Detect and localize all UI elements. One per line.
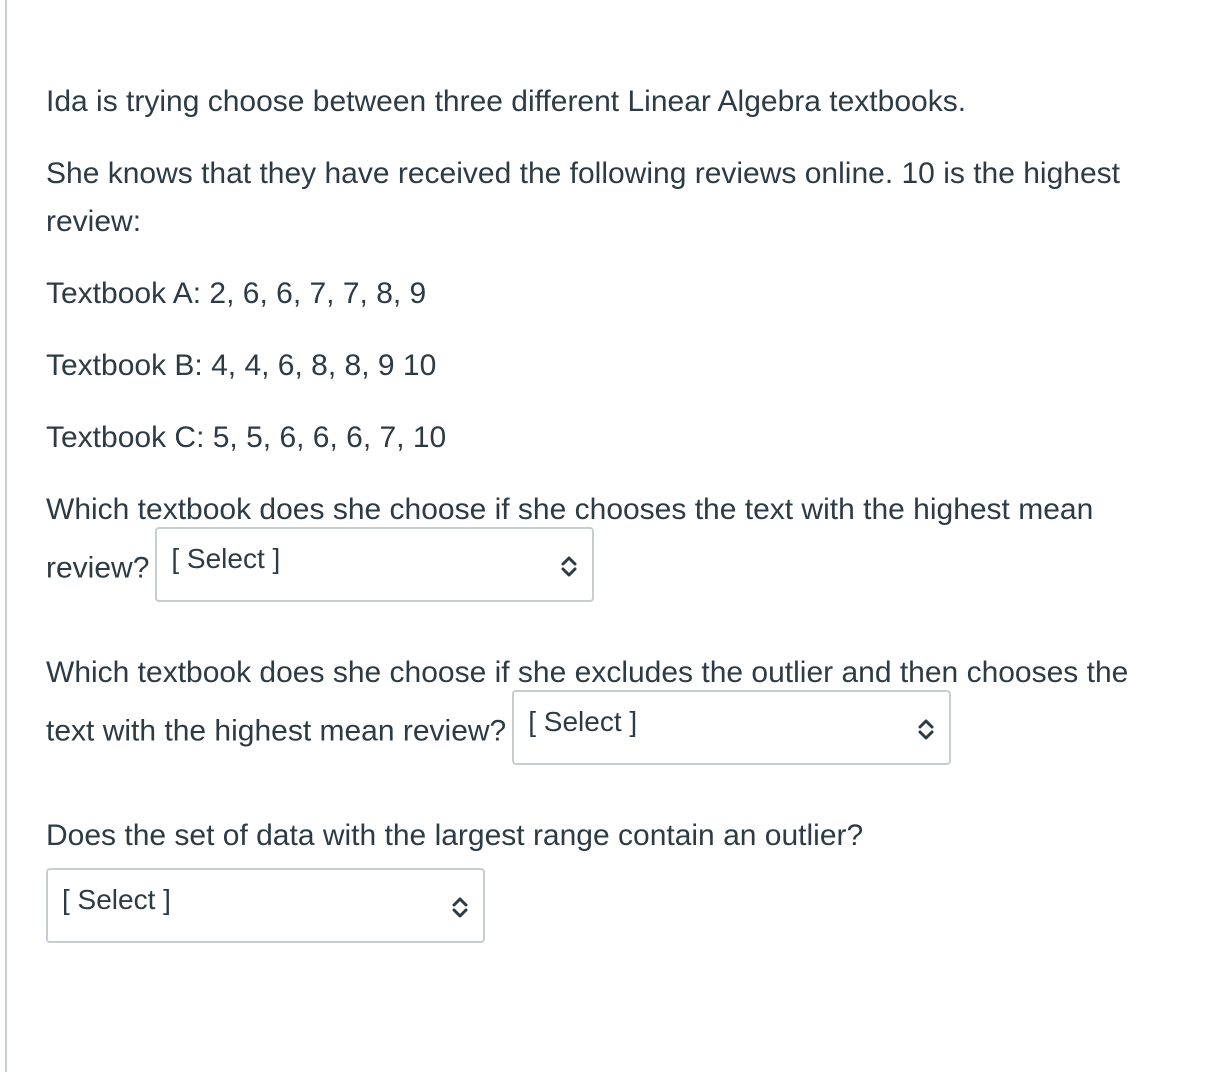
question-2-select-placeholder: [ Select ] [528, 705, 638, 737]
question-2-suffix: text with the highest mean review? [46, 714, 507, 748]
question-2-answer-line [46, 695, 1186, 770]
question-2-select[interactable] [512, 690, 951, 765]
question-1-suffix: review? [46, 551, 150, 585]
textbook-a-reviews: Textbook A: 2, 6, 6, 7, 7, 8, 9 [46, 277, 427, 310]
question-1-select[interactable] [155, 527, 594, 602]
question-3-text: Does the set of data with the largest range contain an outlier? [46, 819, 864, 852]
question-1-select-placeholder: [ Select ] [171, 542, 281, 574]
question-3 [46, 812, 1186, 943]
question-1-text: Which textbook does she choose if she chooses the text with the highest mean [46, 493, 1094, 526]
question-1-answer-line [46, 532, 1186, 607]
textbook-b-reviews: Textbook B: 4, 4, 6, 8, 8, 9 10 [46, 349, 437, 382]
question-2 [46, 649, 1186, 770]
question-1 [46, 486, 1186, 607]
chevron-updown-icon [917, 717, 935, 741]
question-3-select[interactable] [46, 868, 485, 943]
question-content [46, 78, 1186, 985]
context-text: She knows that they have received the following reviews online. 10 is the highest review: [46, 157, 1120, 238]
intro-text: Ida is trying choose between three different Linear Algebra textbooks. [46, 85, 967, 118]
chevron-updown-icon [451, 895, 469, 919]
left-border [5, 0, 7, 1072]
question-2-text: Which textbook does she choose if she excludes the outlier and then chooses the [46, 656, 1129, 689]
textbook-c-reviews: Textbook C: 5, 5, 6, 6, 6, 7, 10 [46, 421, 447, 454]
chevron-updown-icon [560, 554, 578, 578]
question-3-select-placeholder: [ Select ] [62, 883, 171, 915]
